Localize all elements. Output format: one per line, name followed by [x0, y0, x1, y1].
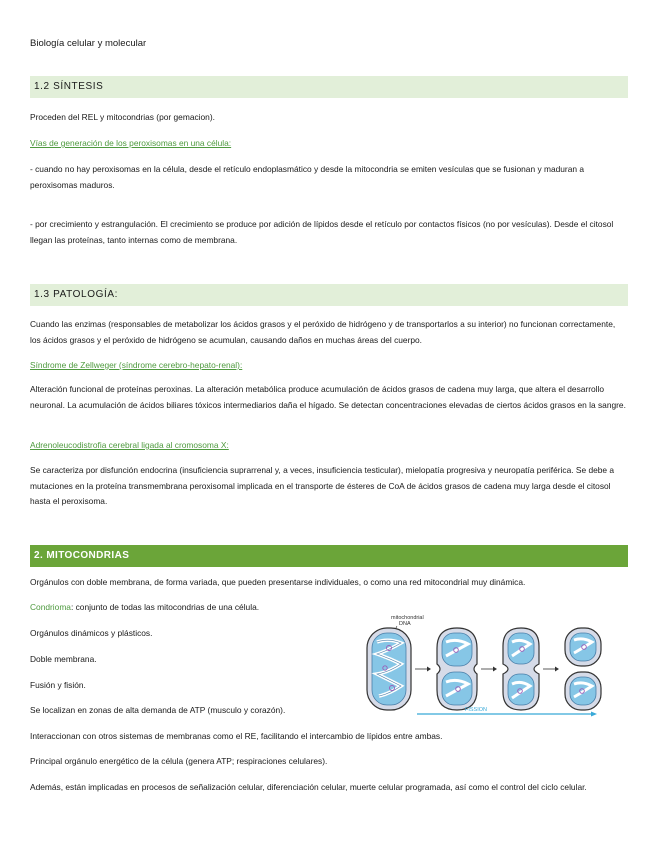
paragraph [30, 600, 350, 616]
paragraph: Principal orgánulo energético de la célula (genera ATP; respiraciones celulares). [30, 756, 328, 766]
paragraph: Orgánulos dinámicos y plásticos. [30, 628, 153, 638]
paragraph: Proceden del REL y mitocondrias (por gemacion). [30, 112, 215, 122]
figure-label-mitochondrial: mitochondrial [391, 615, 424, 621]
figure-label-dna: DNA [399, 621, 411, 627]
subheading-link: Vías de generación de los peroxisomas en una célula: [30, 138, 232, 148]
mitochondria-fission-figure [365, 610, 635, 720]
subheading-link: Síndrome de Zellweger (síndrome cerebro-hepato-renal): [30, 360, 243, 370]
subheading-link: Adrenoleucodistrofia cerebral ligada al cromosoma X: [30, 440, 229, 450]
paragraph: - cuando no hay peroxisomas en la célula, desde el retículo endoplasmático y desde la mitocondria se emiten vesículas que se fusionan y maduran a peroxisomas maduros. [30, 164, 585, 190]
fission-diagram [365, 610, 635, 720]
section-heading-patologia: 1.3 PATOLOGÍA: [30, 284, 628, 306]
paragraph: Además, están implicadas en procesos de señalización celular, diferenciación celular, muerte celular programada, así como el control del ciclo celular. [30, 782, 587, 792]
paragraph: Cuando las enzimas (responsables de metabolizar los ácidos grasos y el peróxido de hidrógeno y de transportarlos a su interior) no funcionan correctamente, los ácidos grasos y el peróxido de hidrógeno se acumulan, causando daños en muchas áreas del cuerpo. [30, 319, 616, 345]
paragraph: Se localizan en zonas de alta demanda de ATP (musculo y corazón). [30, 705, 286, 715]
section-heading-sintesis: 1.2 SÍNTESIS [30, 76, 628, 98]
fission-label: FISSION [465, 707, 488, 713]
mitochondrion-stage-2 [437, 628, 477, 710]
mitochondrion-stage-1 [367, 628, 411, 710]
paragraph: Interaccionan con otros sistemas de membranas como el RE, facilitando el intercambio de lípidos entre ambas. [30, 731, 443, 741]
term-definition: : conjunto de todas las mitocondrias de una célula. [70, 602, 260, 612]
mitochondrion-stage-4 [565, 628, 601, 710]
term: Condrioma [30, 602, 71, 612]
paragraph: Doble membrana. [30, 654, 97, 664]
document-title: Biología celular y molecular [30, 38, 147, 49]
paragraph: Fusión y fisión. [30, 680, 86, 690]
mitochondrion-stage-3 [503, 628, 539, 710]
paragraph: - por crecimiento y estrangulación. El crecimiento se produce por adición de lípidos desde el retículo por contactos físicos (no por vesículas). Desde el citosol llegan las proteínas, tanto internas como de membrana. [30, 219, 614, 245]
paragraph: Orgánulos con doble membrana, de forma variada, que pueden presentarse individuales, o como una red mitocondrial muy dinámica. [30, 577, 526, 587]
paragraph: Alteración funcional de proteínas peroxinas. La alteración metabólica produce acumulación de ácidos grasos de cadena muy larga, que altera el desarrollo neuronal. La acumulación de ácidos biliares tóxicos intermediarios daña el hígado. Se detectan concentraciones elevadas de ciertos ácidos grasos en la sangre. [30, 384, 626, 410]
section-heading-mitocondrias: 2. MITOCONDRIAS [30, 545, 628, 567]
paragraph: Se caracteriza por disfunción endocrina (insuficiencia suprarrenal y, a veces, insuficiencia testicular), mielopatía progresiva y neuropatía periférica. Se debe a mutaciones en la proteína transmembrana peroxisomal implicada en el transporte de ésteres de CoA de ácidos grasos de cadena muy larga desde el citosol hasta el peroxisoma. [30, 465, 615, 506]
